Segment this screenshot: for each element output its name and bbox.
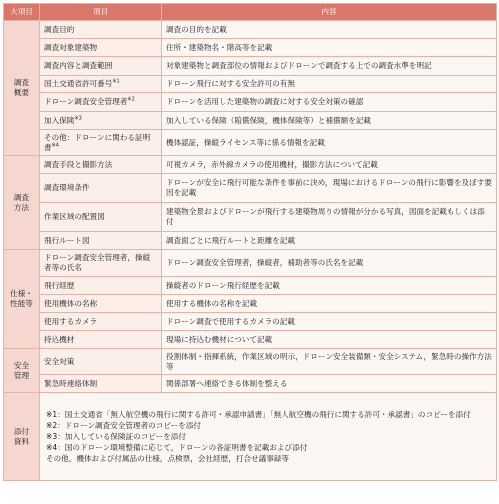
content-cell: 可視カメラ，赤外線カメラの使用機材，撮影方法について記載 [162,156,497,174]
item-cell [40,93,162,112]
item-cell [40,313,162,331]
item-text: 安全対策 [44,356,75,366]
table-row [4,250,497,277]
item-cell [40,21,162,39]
table-row [4,313,497,331]
item-cell [40,57,162,76]
footnote-marker: ※3 [74,114,82,121]
content-cell: ドローンを活用した建築物の調査に対する安全対策の確認 [162,93,497,112]
table-row [4,174,497,203]
header-row [4,4,497,21]
category-text: 資料 [13,436,30,446]
content-cell: ドローン調査で使用するカメラの記載 [162,313,497,331]
table-row [4,76,497,93]
content-cell: 加入している保険（賠償保険，機体保険等）と補償額を記載 [162,112,497,130]
category-text: 性能等 [10,299,33,308]
category-cell [4,349,40,393]
attachments-row [4,393,497,481]
header-category: 大項目 [4,4,40,21]
content-cell: 使用する機体の名称を記載 [162,295,497,313]
item-cell [40,349,162,375]
category-text: 添付 [13,426,30,436]
item-text: 国土交通省許可番号 [44,79,113,88]
header-content: 内容 [162,4,497,21]
content-cell: 建築物全景およびドローンが飛行する建築物周りの情報が分かる写真，図面を記載もしくは添付 [162,203,497,232]
category-text: 方法 [13,202,30,212]
item-cell [40,76,162,93]
item-cell [40,156,162,174]
footnote-marker: ※1 [112,78,120,85]
category-text: 安全 [13,360,30,370]
table-row [4,295,497,313]
item-text: 調査環境条件 [44,183,90,192]
attachments-notes [40,393,497,481]
survey-plan-table [3,3,497,481]
table-row [4,93,497,112]
item-text: 使用するカメラ [44,316,98,326]
item-text: 調査対象建築物 [44,42,98,52]
item-text: 緊急時連絡体制 [44,378,98,388]
item-cell [40,203,162,232]
category-cell [4,250,40,349]
table-row [4,203,497,232]
item-text: 加入保険 [44,115,75,125]
attachment-note: ※2：ドローン調査安全管理者のコピーを添付 [46,421,202,430]
item-cell [40,331,162,349]
header-item: 項目 [40,4,162,21]
attachment-note: ※1：国土交通省「無人航空機の飛行に関する許可・承認申請書」「無人航空機の飛行に関する許可・承認書」のコピーを添付 [46,410,471,419]
item-cell [40,130,162,156]
item-text: 作業区域の配置図 [44,212,105,221]
item-text: 調査内容と調査範囲 [44,61,113,70]
item-cell [40,277,162,295]
item-text: ドローン調査安全管理者 [44,97,128,106]
item-cell [40,39,162,57]
item-cell [40,250,162,277]
item-text: ドローン調査安全管理者，操縦者等の氏名 [44,253,151,272]
table-row [4,375,497,393]
attachment-note: ※3：加入している保険証のコピーを添付 [46,432,186,441]
category-text: 管理 [13,370,30,380]
content-cell: 住所・建築物名・階高等を記載 [162,39,497,57]
category-cell [4,21,40,156]
category-text: 概要 [13,88,30,97]
table-row [4,156,497,174]
item-cell [40,295,162,313]
category-text: 調査 [13,192,30,202]
item-cell [40,232,162,250]
content-cell: 役割体制・指揮系統，作業区域の明示，ドローン安全装備類・安全システム，緊急時の操作方法等 [162,349,497,375]
item-text: 調査手段と撮影方法 [44,159,113,169]
item-text: 調査目的 [44,24,75,34]
table-body [4,21,497,481]
table-row [4,130,497,156]
item-text: その他：ドローンに関わる証明書 [44,132,151,152]
item-cell [40,112,162,130]
category-text: 調査 [13,78,30,87]
content-cell: 関係部署へ連絡できる体制を整える [162,375,497,393]
content-cell: 調査の目的を記載 [162,21,497,39]
content-cell: ドローン飛行に対する安全許可の有無 [162,76,497,93]
content-cell: 機体認証，操縦ライセンス等に係る情報を記載 [162,130,497,156]
item-cell [40,375,162,393]
content-cell: 現場に持込む機材について記載 [162,331,497,349]
content-cell: 操縦者のドローン飛行経歴を記載 [162,277,497,295]
table-row [4,277,497,295]
content-cell: ドローン調査安全管理者，操縦者，補助者等の氏名を記載 [162,250,497,277]
item-text: 飛行経歴 [44,280,75,290]
table-row [4,331,497,349]
attachment-note: その他，機体および付属品の仕様，点検票，会社経歴，打合せ議事録等 [46,454,289,463]
category-cell [4,393,40,481]
content-cell: 調査面ごとに飛行ルートと距離を記載 [162,232,497,250]
content-cell: ドローンが安全に飛行可能な条件を事前に決め，現場におけるドローンの飛行に影響を及ぼす要因を記載 [162,174,497,203]
table-row [4,349,497,375]
footnote-marker: ※4 [51,141,59,148]
content-cell: 対象建築物と調査部位の情報およびドローンで調査する上での調査水準を明記 [162,57,497,76]
table-row [4,39,497,57]
item-cell [40,174,162,203]
table-row [4,21,497,39]
table-row [4,232,497,250]
footnote-marker: ※2 [127,96,135,103]
table-row [4,112,497,130]
attachment-note: ※4：国のドローン環境整備に応じて，ドローンの各証明書を記載および添付 [46,443,308,452]
table-row [4,57,497,76]
category-cell [4,156,40,250]
item-text: 飛行ルート図 [44,235,90,245]
category-text: 仕様・ [10,289,33,298]
item-text: 使用機体の名称 [44,298,98,308]
item-text: 持込機材 [44,334,75,344]
